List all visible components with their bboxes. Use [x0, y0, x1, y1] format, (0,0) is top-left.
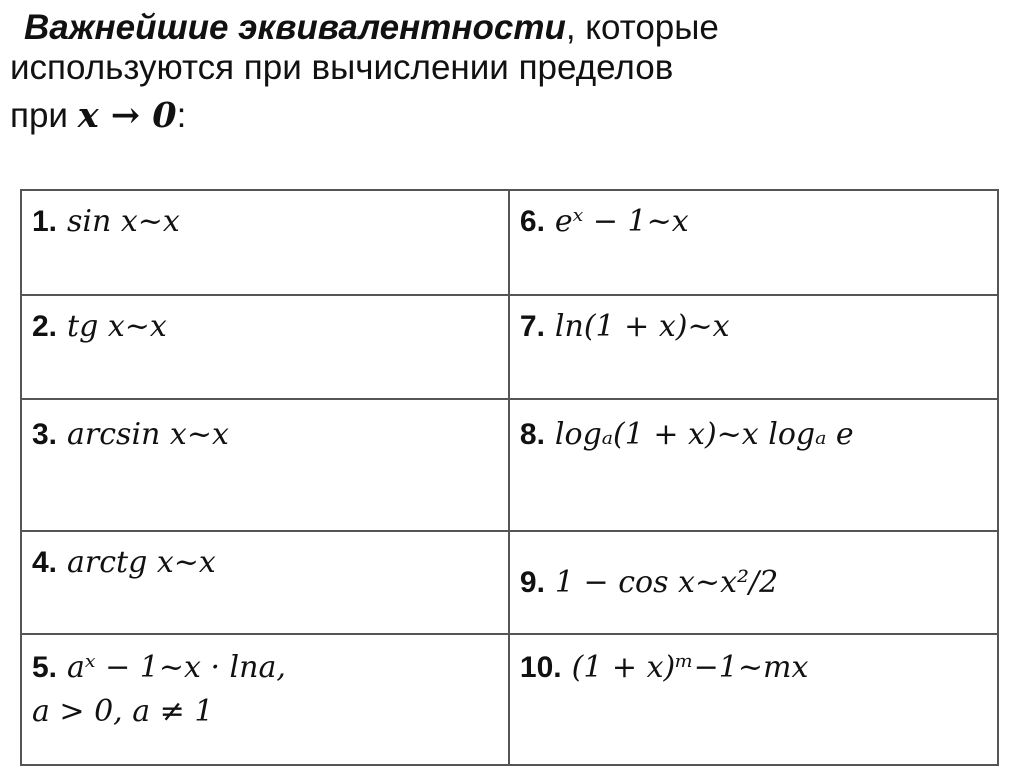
- table-row: [21, 190, 998, 295]
- equivalence-formula: 1 − cos x~x²/2: [554, 565, 779, 600]
- heading-line-1-rest: , которые: [565, 8, 719, 47]
- equivalence-number: 9.: [519, 566, 545, 599]
- equivalence-number: 10.: [519, 651, 562, 684]
- equivalence-formula: (1 + x)ᵐ−1~mx: [571, 650, 809, 685]
- equivalence-cell-2: [21, 295, 509, 399]
- equivalence-cell-3: [21, 399, 509, 531]
- table-row: [21, 295, 998, 399]
- equivalence-cell-5: [21, 634, 509, 765]
- equivalence-formula: eˣ − 1~x: [554, 204, 689, 239]
- table-row: [21, 634, 998, 765]
- equivalence-cell-1: [21, 190, 509, 295]
- equivalence-cell-6: [509, 190, 998, 295]
- equivalence-formula: arctg x~x: [67, 545, 216, 580]
- equivalence-cell-4: [21, 531, 509, 634]
- equivalence-number: 7.: [519, 310, 545, 343]
- equivalence-condition: a > 0, a ≠ 1: [32, 694, 214, 729]
- equivalences-table: [20, 189, 999, 766]
- equivalence-number: 1.: [32, 205, 58, 238]
- equivalence-number: 4.: [32, 546, 58, 579]
- equivalence-number: 2.: [32, 310, 58, 343]
- equivalence-number: 5.: [32, 651, 58, 684]
- table-row: [21, 399, 998, 531]
- equivalence-number: 8.: [519, 418, 545, 451]
- heading-line-3-prefix: при: [10, 96, 68, 135]
- equivalence-formula: aˣ − 1~x · lna,: [67, 650, 286, 685]
- equivalence-formula: logₐ(1 + x)~x logₐ e: [554, 417, 854, 452]
- equivalence-formula: ln(1 + x)~x: [554, 309, 730, 344]
- heading-line-3-suffix: :: [176, 96, 187, 135]
- heading: [10, 8, 1010, 136]
- heading-line-1: [10, 8, 1010, 48]
- equivalence-cell-9: [509, 531, 998, 634]
- equivalence-number: 3.: [32, 418, 58, 451]
- table-row: [21, 531, 998, 634]
- equivalence-cell-8: [509, 399, 998, 531]
- equivalence-cell-10: [509, 634, 998, 765]
- equivalence-cell-7: [509, 295, 998, 399]
- heading-line-3: [10, 96, 1010, 136]
- equivalence-formula: sin x~x: [67, 204, 180, 239]
- heading-emphasis: Важнейшие эквивалентности: [24, 8, 566, 47]
- limit-condition: x → 0: [77, 95, 177, 136]
- equivalence-formula: arcsin x~x: [67, 417, 229, 452]
- heading-line-2: используются при вычислении пределов: [10, 48, 674, 87]
- equivalence-number: 6.: [519, 205, 545, 238]
- equivalence-formula: tg x~x: [67, 309, 167, 344]
